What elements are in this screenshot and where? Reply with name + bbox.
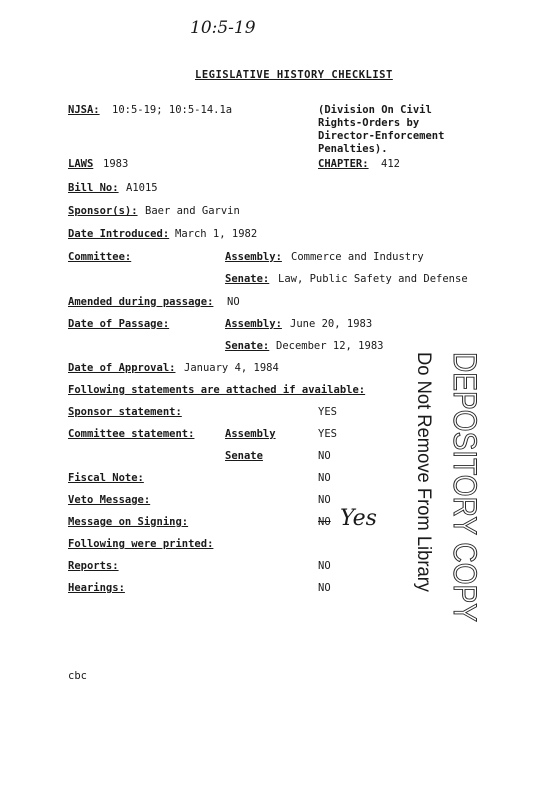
date-introduced-label: Date Introduced: <box>68 228 170 240</box>
fiscal-note-value: NO <box>318 472 331 484</box>
bill-value: A1015 <box>126 182 158 194</box>
reports-label: Reports: <box>68 560 119 572</box>
division-note-line: Rights-Orders by <box>318 117 420 129</box>
njsa-value: 10:5-19; 10:5-14.1a <box>112 104 233 116</box>
page-title: LEGISLATIVE HISTORY CHECKLIST <box>195 69 393 81</box>
amended-value: NO <box>227 296 240 308</box>
committee-statement-senate-value: NO <box>318 450 331 462</box>
committee-statement-assembly-value: YES <box>318 428 337 440</box>
division-note-line: Director-Enforcement <box>318 130 445 142</box>
hearings-value: NO <box>318 582 331 594</box>
following-attached-heading: Following statements are attached if available: <box>68 384 366 396</box>
njsa-label: NJSA: <box>68 104 100 116</box>
reports-value: NO <box>318 560 331 572</box>
fiscal-note-label: Fiscal Note: <box>68 472 144 484</box>
date-introduced-value: March 1, 1982 <box>175 228 258 240</box>
laws-label: LAWS <box>68 158 94 170</box>
stamp-line-depository-copy: DEPOSITORY COPY <box>447 352 483 660</box>
committee-label: Committee: <box>68 251 132 263</box>
committee-statement-senate-label: Senate <box>225 450 263 462</box>
division-note <box>318 104 444 156</box>
division-note-line: Penalties). <box>318 143 388 155</box>
hearings-label: Hearings: <box>68 582 125 594</box>
date-approval-label: Date of Approval: <box>68 362 176 374</box>
veto-message-value: NO <box>318 494 331 506</box>
assembly-passage-value: June 20, 1983 <box>290 318 373 330</box>
committee-statement-assembly-label: Assembly <box>225 428 276 440</box>
depository-copy-stamp <box>412 350 483 660</box>
sponsor-statement-value: YES <box>318 406 337 418</box>
assembly-passage-label: Assembly: <box>225 318 282 330</box>
senate-passage-value: December 12, 1983 <box>276 340 384 352</box>
senate-committee-label: Senate: <box>225 273 270 285</box>
sponsor-statement-label: Sponsor statement: <box>68 406 182 418</box>
message-signing-handwritten-value: Yes <box>340 506 377 531</box>
assembly-committee-value: Commerce and Industry <box>291 251 424 263</box>
date-approval-value: January 4, 1984 <box>184 362 279 374</box>
division-note-line: (Division On Civil <box>318 104 432 116</box>
senate-committee-value: Law, Public Safety and Defense <box>278 273 468 285</box>
sponsors-label: Sponsor(s): <box>68 205 138 217</box>
veto-message-label: Veto Message: <box>68 494 151 506</box>
bill-label: Bill No: <box>68 182 119 194</box>
amended-label: Amended during passage: <box>68 296 214 308</box>
chapter-label: CHAPTER: <box>318 158 369 170</box>
chapter-value: 412 <box>381 158 400 170</box>
handwritten-header: 10:5-19 <box>190 18 256 38</box>
laws-value: 1983 <box>103 158 129 170</box>
committee-statement-label: Committee statement: <box>68 428 195 440</box>
following-printed-heading: Following were printed: <box>68 538 214 550</box>
assembly-committee-label: Assembly: <box>225 251 282 263</box>
sponsors-value: Baer and Garvin <box>145 205 240 217</box>
senate-passage-label: Senate: <box>225 340 270 352</box>
date-passage-label: Date of Passage: <box>68 318 170 330</box>
initials: cbc <box>68 670 87 682</box>
message-signing-label: Message on Signing: <box>68 516 189 528</box>
stamp-line-do-not-remove: Do Not Remove From Library <box>413 352 434 601</box>
message-signing-struck-value: NO <box>318 516 331 528</box>
